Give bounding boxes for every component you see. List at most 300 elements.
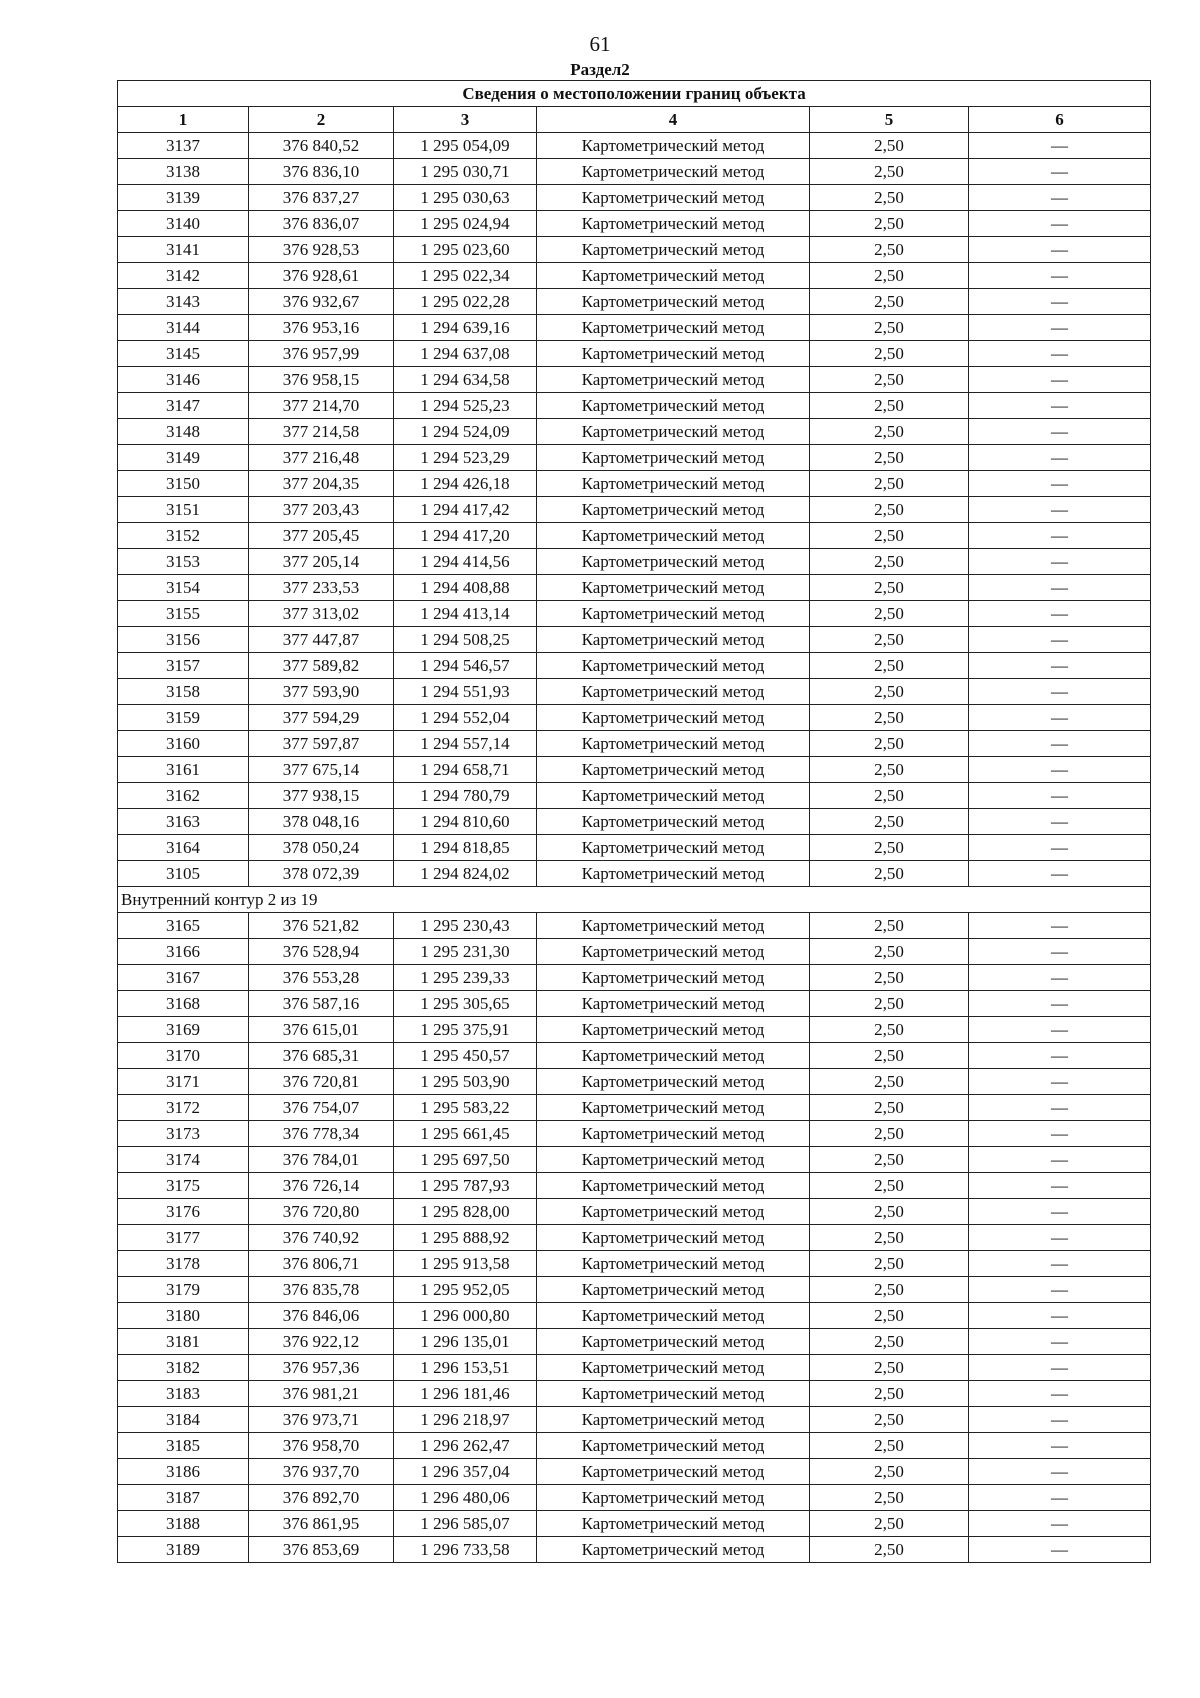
- table-row: [118, 731, 1151, 757]
- table-row: [118, 861, 1151, 887]
- coordinate-y-cell: 1 295 952,05: [394, 1277, 537, 1303]
- accuracy-cell: 2,50: [810, 289, 969, 315]
- coordinate-x-cell: 376 784,01: [249, 1147, 394, 1173]
- description-cell: —: [969, 939, 1151, 965]
- table-row: [118, 289, 1151, 315]
- accuracy-cell: 2,50: [810, 1485, 969, 1511]
- point-number-cell: 3181: [118, 1329, 249, 1355]
- coordinate-x-cell: 376 836,10: [249, 159, 394, 185]
- table-row: [118, 445, 1151, 471]
- table-row: [118, 1069, 1151, 1095]
- accuracy-cell: 2,50: [810, 393, 969, 419]
- coordinate-y-cell: 1 295 030,63: [394, 185, 537, 211]
- column-header-2: 2: [249, 107, 394, 133]
- table-row: [118, 991, 1151, 1017]
- coordinate-y-cell: 1 295 239,33: [394, 965, 537, 991]
- description-cell: —: [969, 1069, 1151, 1095]
- contour-separator-row: [118, 887, 1151, 913]
- point-number-cell: 3189: [118, 1537, 249, 1563]
- accuracy-cell: 2,50: [810, 731, 969, 757]
- coordinate-x-cell: 376 587,16: [249, 991, 394, 1017]
- point-number-cell: 3166: [118, 939, 249, 965]
- point-number-cell: 3151: [118, 497, 249, 523]
- point-number-cell: 3172: [118, 1095, 249, 1121]
- table-row: [118, 1043, 1151, 1069]
- method-cell: Картометрический метод: [537, 653, 810, 679]
- coordinate-y-cell: 1 294 637,08: [394, 341, 537, 367]
- coordinate-x-cell: 376 892,70: [249, 1485, 394, 1511]
- method-cell: Картометрический метод: [537, 471, 810, 497]
- coordinate-y-cell: 1 294 417,42: [394, 497, 537, 523]
- point-number-cell: 3141: [118, 237, 249, 263]
- coordinate-x-cell: 377 597,87: [249, 731, 394, 757]
- table-row: [118, 159, 1151, 185]
- point-number-cell: 3177: [118, 1225, 249, 1251]
- accuracy-cell: 2,50: [810, 185, 969, 211]
- table-row: [118, 1173, 1151, 1199]
- coordinate-y-cell: 1 294 552,04: [394, 705, 537, 731]
- table-row: [118, 653, 1151, 679]
- description-cell: —: [969, 419, 1151, 445]
- description-cell: —: [969, 809, 1151, 835]
- method-cell: Картометрический метод: [537, 939, 810, 965]
- accuracy-cell: 2,50: [810, 939, 969, 965]
- coordinate-x-cell: 376 928,53: [249, 237, 394, 263]
- description-cell: —: [969, 523, 1151, 549]
- table-row: [118, 315, 1151, 341]
- accuracy-cell: 2,50: [810, 1407, 969, 1433]
- coordinate-x-cell: 376 521,82: [249, 913, 394, 939]
- table-row: [118, 809, 1151, 835]
- description-cell: —: [969, 1043, 1151, 1069]
- coordinate-x-cell: 376 937,70: [249, 1459, 394, 1485]
- method-cell: Картометрический метод: [537, 1511, 810, 1537]
- coordinate-x-cell: 376 806,71: [249, 1251, 394, 1277]
- table-row: [118, 1121, 1151, 1147]
- description-cell: —: [969, 731, 1151, 757]
- column-header-6: 6: [969, 107, 1151, 133]
- method-cell: Картометрический метод: [537, 1537, 810, 1563]
- description-cell: —: [969, 367, 1151, 393]
- description-cell: —: [969, 341, 1151, 367]
- table-row: [118, 185, 1151, 211]
- table-body: [118, 133, 1151, 1563]
- point-number-cell: 3148: [118, 419, 249, 445]
- coordinate-y-cell: 1 296 218,97: [394, 1407, 537, 1433]
- coordinate-y-cell: 1 295 450,57: [394, 1043, 537, 1069]
- accuracy-cell: 2,50: [810, 1251, 969, 1277]
- coordinate-x-cell: 376 957,36: [249, 1355, 394, 1381]
- accuracy-cell: 2,50: [810, 1173, 969, 1199]
- description-cell: —: [969, 653, 1151, 679]
- method-cell: Картометрический метод: [537, 133, 810, 159]
- accuracy-cell: 2,50: [810, 367, 969, 393]
- coordinate-y-cell: 1 294 824,02: [394, 861, 537, 887]
- accuracy-cell: 2,50: [810, 913, 969, 939]
- coordinate-x-cell: 376 553,28: [249, 965, 394, 991]
- description-cell: —: [969, 315, 1151, 341]
- table-row: [118, 835, 1151, 861]
- point-number-cell: 3179: [118, 1277, 249, 1303]
- table-row: [118, 133, 1151, 159]
- table-row: [118, 601, 1151, 627]
- point-number-cell: 3188: [118, 1511, 249, 1537]
- coordinate-y-cell: 1 294 426,18: [394, 471, 537, 497]
- point-number-cell: 3137: [118, 133, 249, 159]
- method-cell: Картометрический метод: [537, 367, 810, 393]
- description-cell: —: [969, 1381, 1151, 1407]
- method-cell: Картометрический метод: [537, 1251, 810, 1277]
- table-row: [118, 263, 1151, 289]
- point-number-cell: 3154: [118, 575, 249, 601]
- accuracy-cell: 2,50: [810, 1069, 969, 1095]
- point-number-cell: 3165: [118, 913, 249, 939]
- description-cell: —: [969, 965, 1151, 991]
- description-cell: —: [969, 627, 1151, 653]
- table-row: [118, 1537, 1151, 1563]
- section-title: Раздел2: [570, 60, 630, 79]
- point-number-cell: 3171: [118, 1069, 249, 1095]
- point-number-cell: 3164: [118, 835, 249, 861]
- description-cell: —: [969, 393, 1151, 419]
- coordinate-x-cell: 376 861,95: [249, 1511, 394, 1537]
- table-row: [118, 627, 1151, 653]
- method-cell: Картометрический метод: [537, 263, 810, 289]
- coordinate-x-cell: 376 922,12: [249, 1329, 394, 1355]
- method-cell: Картометрический метод: [537, 601, 810, 627]
- point-number-cell: 3139: [118, 185, 249, 211]
- description-cell: —: [969, 289, 1151, 315]
- accuracy-cell: 2,50: [810, 809, 969, 835]
- accuracy-cell: 2,50: [810, 835, 969, 861]
- column-header-1: 1: [118, 107, 249, 133]
- point-number-cell: 3185: [118, 1433, 249, 1459]
- method-cell: Картометрический метод: [537, 991, 810, 1017]
- coordinate-x-cell: 376 837,27: [249, 185, 394, 211]
- coordinate-y-cell: 1 295 054,09: [394, 133, 537, 159]
- coordinate-y-cell: 1 294 523,29: [394, 445, 537, 471]
- method-cell: Картометрический метод: [537, 1095, 810, 1121]
- method-cell: Картометрический метод: [537, 1225, 810, 1251]
- coordinate-x-cell: 376 958,70: [249, 1433, 394, 1459]
- coordinate-x-cell: 376 528,94: [249, 939, 394, 965]
- coordinate-y-cell: 1 294 557,14: [394, 731, 537, 757]
- accuracy-cell: 2,50: [810, 419, 969, 445]
- accuracy-cell: 2,50: [810, 497, 969, 523]
- accuracy-cell: 2,50: [810, 1381, 969, 1407]
- description-cell: —: [969, 263, 1151, 289]
- coordinate-x-cell: 376 953,16: [249, 315, 394, 341]
- accuracy-cell: 2,50: [810, 1277, 969, 1303]
- description-cell: —: [969, 1199, 1151, 1225]
- coordinate-y-cell: 1 294 634,58: [394, 367, 537, 393]
- point-number-cell: 3153: [118, 549, 249, 575]
- coordinate-x-cell: 376 720,80: [249, 1199, 394, 1225]
- description-cell: —: [969, 991, 1151, 1017]
- accuracy-cell: 2,50: [810, 991, 969, 1017]
- coordinate-x-cell: 377 593,90: [249, 679, 394, 705]
- description-cell: —: [969, 1017, 1151, 1043]
- coordinate-x-cell: 376 685,31: [249, 1043, 394, 1069]
- table-row: [118, 523, 1151, 549]
- method-cell: Картометрический метод: [537, 627, 810, 653]
- coordinate-x-cell: 377 204,35: [249, 471, 394, 497]
- table-row: [118, 1199, 1151, 1225]
- coordinate-y-cell: 1 295 022,34: [394, 263, 537, 289]
- description-cell: —: [969, 1355, 1151, 1381]
- description-cell: —: [969, 861, 1151, 887]
- coordinate-x-cell: 377 313,02: [249, 601, 394, 627]
- coordinate-y-cell: 1 295 697,50: [394, 1147, 537, 1173]
- table-row: [118, 679, 1151, 705]
- coordinate-y-cell: 1 295 022,28: [394, 289, 537, 315]
- method-cell: Картометрический метод: [537, 705, 810, 731]
- method-cell: Картометрический метод: [537, 575, 810, 601]
- description-cell: —: [969, 1121, 1151, 1147]
- description-cell: —: [969, 1251, 1151, 1277]
- point-number-cell: 3138: [118, 159, 249, 185]
- point-number-cell: 3140: [118, 211, 249, 237]
- method-cell: Картометрический метод: [537, 1043, 810, 1069]
- coordinate-y-cell: 1 295 231,30: [394, 939, 537, 965]
- method-cell: Картометрический метод: [537, 861, 810, 887]
- accuracy-cell: 2,50: [810, 1537, 969, 1563]
- method-cell: Картометрический метод: [537, 1303, 810, 1329]
- accuracy-cell: 2,50: [810, 757, 969, 783]
- table-row: [118, 1433, 1151, 1459]
- accuracy-cell: 2,50: [810, 1017, 969, 1043]
- coordinate-y-cell: 1 294 524,09: [394, 419, 537, 445]
- accuracy-cell: 2,50: [810, 679, 969, 705]
- coordinate-x-cell: 377 214,70: [249, 393, 394, 419]
- point-number-cell: 3156: [118, 627, 249, 653]
- table-row: [118, 367, 1151, 393]
- point-number-cell: 3169: [118, 1017, 249, 1043]
- point-number-cell: 3176: [118, 1199, 249, 1225]
- coordinate-x-cell: 376 615,01: [249, 1017, 394, 1043]
- method-cell: Картометрический метод: [537, 549, 810, 575]
- coordinate-y-cell: 1 295 583,22: [394, 1095, 537, 1121]
- accuracy-cell: 2,50: [810, 1511, 969, 1537]
- coordinate-x-cell: 376 836,07: [249, 211, 394, 237]
- point-number-cell: 3144: [118, 315, 249, 341]
- method-cell: Картометрический метод: [537, 211, 810, 237]
- accuracy-cell: 2,50: [810, 575, 969, 601]
- description-cell: —: [969, 1277, 1151, 1303]
- description-cell: —: [969, 1459, 1151, 1485]
- coordinate-x-cell: 376 740,92: [249, 1225, 394, 1251]
- coordinate-y-cell: 1 294 818,85: [394, 835, 537, 861]
- coordinate-y-cell: 1 296 262,47: [394, 1433, 537, 1459]
- page-number: 61: [589, 32, 611, 56]
- coordinate-x-cell: 376 981,21: [249, 1381, 394, 1407]
- description-cell: —: [969, 211, 1151, 237]
- coordinate-y-cell: 1 295 375,91: [394, 1017, 537, 1043]
- point-number-cell: 3152: [118, 523, 249, 549]
- coordinate-y-cell: 1 296 357,04: [394, 1459, 537, 1485]
- table-row: [118, 965, 1151, 991]
- method-cell: Картометрический метод: [537, 965, 810, 991]
- coordinate-x-cell: 377 205,45: [249, 523, 394, 549]
- table-row: [118, 1329, 1151, 1355]
- accuracy-cell: 2,50: [810, 653, 969, 679]
- accuracy-cell: 2,50: [810, 1225, 969, 1251]
- point-number-cell: 3155: [118, 601, 249, 627]
- coordinate-x-cell: 376 840,52: [249, 133, 394, 159]
- coordinate-y-cell: 1 294 810,60: [394, 809, 537, 835]
- description-cell: —: [969, 783, 1151, 809]
- method-cell: Картометрический метод: [537, 1407, 810, 1433]
- table-row: [118, 1381, 1151, 1407]
- table-row: [118, 237, 1151, 263]
- coordinate-y-cell: 1 294 658,71: [394, 757, 537, 783]
- method-cell: Картометрический метод: [537, 289, 810, 315]
- table-row: [118, 471, 1151, 497]
- table-header-row: [118, 107, 1151, 133]
- column-header-4: 4: [537, 107, 810, 133]
- accuracy-cell: 2,50: [810, 965, 969, 991]
- description-cell: —: [969, 1537, 1151, 1563]
- coordinate-x-cell: 377 214,58: [249, 419, 394, 445]
- point-number-cell: 3168: [118, 991, 249, 1017]
- coordinate-x-cell: 376 846,06: [249, 1303, 394, 1329]
- accuracy-cell: 2,50: [810, 133, 969, 159]
- coordinate-y-cell: 1 295 030,71: [394, 159, 537, 185]
- accuracy-cell: 2,50: [810, 861, 969, 887]
- coordinate-x-cell: 376 928,61: [249, 263, 394, 289]
- method-cell: Картометрический метод: [537, 185, 810, 211]
- point-number-cell: 3170: [118, 1043, 249, 1069]
- coordinate-x-cell: 376 720,81: [249, 1069, 394, 1095]
- description-cell: —: [969, 757, 1151, 783]
- table-row: [118, 1511, 1151, 1537]
- description-cell: —: [969, 1095, 1151, 1121]
- description-cell: —: [969, 159, 1151, 185]
- point-number-cell: 3157: [118, 653, 249, 679]
- method-cell: Картометрический метод: [537, 1199, 810, 1225]
- method-cell: Картометрический метод: [537, 445, 810, 471]
- point-number-cell: 3145: [118, 341, 249, 367]
- coordinate-y-cell: 1 295 913,58: [394, 1251, 537, 1277]
- method-cell: Картометрический метод: [537, 1485, 810, 1511]
- table-row: [118, 419, 1151, 445]
- method-cell: Картометрический метод: [537, 757, 810, 783]
- coordinate-x-cell: 377 589,82: [249, 653, 394, 679]
- coordinate-y-cell: 1 294 551,93: [394, 679, 537, 705]
- method-cell: Картометрический метод: [537, 419, 810, 445]
- coordinate-x-cell: 376 958,15: [249, 367, 394, 393]
- method-cell: Картометрический метод: [537, 783, 810, 809]
- accuracy-cell: 2,50: [810, 601, 969, 627]
- coordinate-y-cell: 1 294 508,25: [394, 627, 537, 653]
- description-cell: —: [969, 679, 1151, 705]
- point-number-cell: 3175: [118, 1173, 249, 1199]
- table-row: [118, 1407, 1151, 1433]
- method-cell: Картометрический метод: [537, 1017, 810, 1043]
- method-cell: Картометрический метод: [537, 237, 810, 263]
- accuracy-cell: 2,50: [810, 549, 969, 575]
- point-number-cell: 3186: [118, 1459, 249, 1485]
- coordinate-x-cell: 377 216,48: [249, 445, 394, 471]
- table-row: [118, 211, 1151, 237]
- coordinate-y-cell: 1 296 000,80: [394, 1303, 537, 1329]
- coordinate-x-cell: 376 957,99: [249, 341, 394, 367]
- description-cell: —: [969, 185, 1151, 211]
- coordinate-y-cell: 1 294 780,79: [394, 783, 537, 809]
- accuracy-cell: 2,50: [810, 341, 969, 367]
- coordinate-y-cell: 1 294 546,57: [394, 653, 537, 679]
- method-cell: Картометрический метод: [537, 1121, 810, 1147]
- description-cell: —: [969, 471, 1151, 497]
- point-number-cell: 3143: [118, 289, 249, 315]
- coordinate-x-cell: 376 778,34: [249, 1121, 394, 1147]
- method-cell: Картометрический метод: [537, 1433, 810, 1459]
- coordinate-y-cell: 1 294 408,88: [394, 575, 537, 601]
- coordinate-x-cell: 377 447,87: [249, 627, 394, 653]
- coordinate-x-cell: 376 853,69: [249, 1537, 394, 1563]
- table-row: [118, 939, 1151, 965]
- description-cell: —: [969, 705, 1151, 731]
- method-cell: Картометрический метод: [537, 497, 810, 523]
- point-number-cell: 3160: [118, 731, 249, 757]
- table-row: [118, 1095, 1151, 1121]
- method-cell: Картометрический метод: [537, 809, 810, 835]
- point-number-cell: 3187: [118, 1485, 249, 1511]
- accuracy-cell: 2,50: [810, 237, 969, 263]
- coordinate-y-cell: 1 295 503,90: [394, 1069, 537, 1095]
- coordinate-x-cell: 378 050,24: [249, 835, 394, 861]
- coordinate-y-cell: 1 294 413,14: [394, 601, 537, 627]
- coordinate-x-cell: 377 675,14: [249, 757, 394, 783]
- accuracy-cell: 2,50: [810, 1043, 969, 1069]
- method-cell: Картометрический метод: [537, 1355, 810, 1381]
- method-cell: Картометрический метод: [537, 1381, 810, 1407]
- coordinate-y-cell: 1 294 417,20: [394, 523, 537, 549]
- coordinate-x-cell: 376 726,14: [249, 1173, 394, 1199]
- table-caption-row: [118, 81, 1151, 107]
- coordinate-y-cell: 1 295 828,00: [394, 1199, 537, 1225]
- coordinate-x-cell: 377 938,15: [249, 783, 394, 809]
- column-header-3: 3: [394, 107, 537, 133]
- description-cell: —: [969, 835, 1151, 861]
- point-number-cell: 3180: [118, 1303, 249, 1329]
- point-number-cell: 3163: [118, 809, 249, 835]
- description-cell: —: [969, 237, 1151, 263]
- description-cell: —: [969, 1433, 1151, 1459]
- point-number-cell: 3105: [118, 861, 249, 887]
- accuracy-cell: 2,50: [810, 1199, 969, 1225]
- accuracy-cell: 2,50: [810, 1355, 969, 1381]
- table-row: [118, 341, 1151, 367]
- table-row: [118, 1277, 1151, 1303]
- description-cell: —: [969, 1511, 1151, 1537]
- coordinate-y-cell: 1 296 480,06: [394, 1485, 537, 1511]
- coordinate-x-cell: 377 233,53: [249, 575, 394, 601]
- coordinate-x-cell: 377 594,29: [249, 705, 394, 731]
- table-row: [118, 1017, 1151, 1043]
- method-cell: Картометрический метод: [537, 315, 810, 341]
- column-header-5: 5: [810, 107, 969, 133]
- accuracy-cell: 2,50: [810, 315, 969, 341]
- method-cell: Картометрический метод: [537, 679, 810, 705]
- coordinate-x-cell: 376 835,78: [249, 1277, 394, 1303]
- accuracy-cell: 2,50: [810, 159, 969, 185]
- coordinate-y-cell: 1 296 181,46: [394, 1381, 537, 1407]
- method-cell: Картометрический метод: [537, 159, 810, 185]
- point-number-cell: 3150: [118, 471, 249, 497]
- coordinate-y-cell: 1 296 733,58: [394, 1537, 537, 1563]
- method-cell: Картометрический метод: [537, 913, 810, 939]
